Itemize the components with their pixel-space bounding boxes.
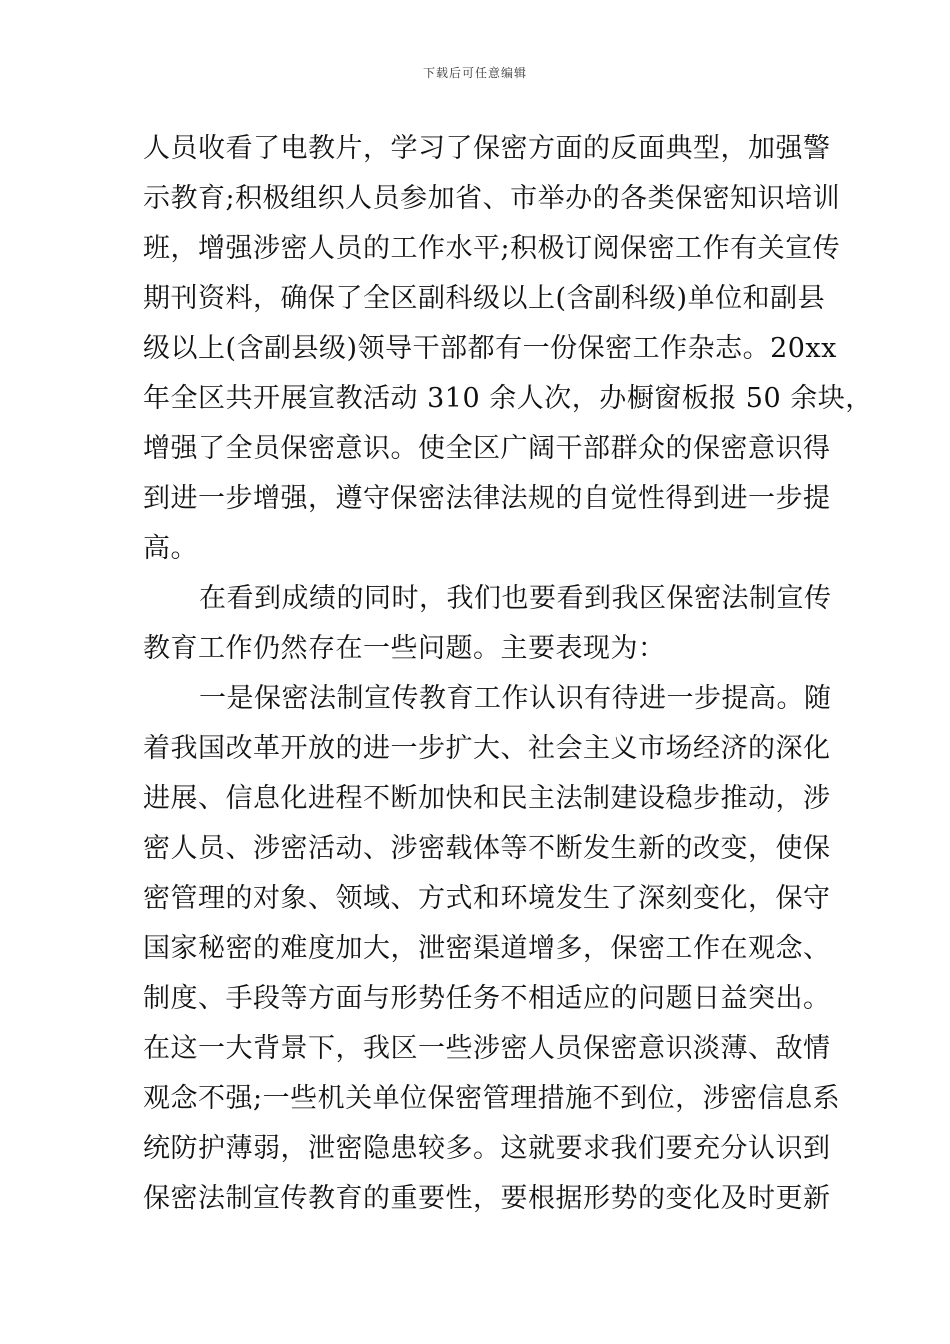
- paragraph-3: [143, 674, 841, 1224]
- text-line: 密人员、涉密活动、涉密载体等不断发生新的改变，使保: [143, 833, 831, 864]
- text-line: 保密法制宣传教育的重要性，要根据形势的变化及时更新: [143, 1183, 831, 1214]
- text-line: 国家秘密的难度加大，泄密渠道增多，保密工作在观念、: [143, 933, 831, 964]
- text-line: 高。: [143, 533, 198, 564]
- text-line: 一是保密法制宣传教育工作认识有待进一步提高。随: [199, 683, 832, 714]
- text-line: 统防护薄弱，泄密隐患较多。这就要求我们要充分认识到: [143, 1133, 831, 1164]
- text-line: 制度、手段等方面与形势任务不相适应的问题日益突出。: [143, 983, 831, 1014]
- text-line: 在这一大背景下，我区一些涉密人员保密意识淡薄、敌情: [143, 1033, 831, 1064]
- text-line: 示教育;积极组织人员参加省、市举办的各类保密知识培训: [143, 183, 841, 214]
- text-line: 增强了全员保密意识。使全区广阔干部群众的保密意识得: [143, 433, 831, 464]
- text-line: 密管理的对象、领域、方式和环境发生了深刻变化，保守: [143, 883, 831, 914]
- text-line: 进展、信息化进程不断加快和民主法制建设稳步推动，涉: [143, 783, 831, 814]
- text-line: 班，增强涉密人员的工作水平;积极订阅保密工作有关宣传: [143, 233, 841, 264]
- page-header-note: 下载后可任意编辑: [422, 66, 527, 80]
- text-line: 着我国改革开放的进一步扩大、社会主义市场经济的深化: [143, 733, 831, 764]
- text-line: 期刊资料，确保了全区副科级以上(含副科级)单位和副县: [143, 283, 826, 314]
- text-line: 在看到成绩的同时，我们也要看到我区保密法制宣传: [199, 583, 832, 614]
- paragraph-2: [143, 574, 832, 674]
- text-line: 年全区共开展宣教活动 310 余人次，办橱窗板报 50 余块，: [143, 383, 873, 414]
- paragraph-1: [143, 124, 873, 574]
- text-line: 到进一步增强，遵守保密法律法规的自觉性得到进一步提: [143, 483, 831, 514]
- document-body: [143, 124, 873, 1224]
- text-line: 观念不强;一些机关单位保密管理措施不到位，涉密信息系: [143, 1083, 841, 1114]
- text-line: 人员收看了电教片，学习了保密方面的反面典型，加强警: [143, 133, 831, 164]
- text-line: 教育工作仍然存在一些问题。主要表现为：: [143, 633, 666, 664]
- text-line: 级以上(含副县级)领导干部都有一份保密工作杂志。20xx: [143, 333, 837, 364]
